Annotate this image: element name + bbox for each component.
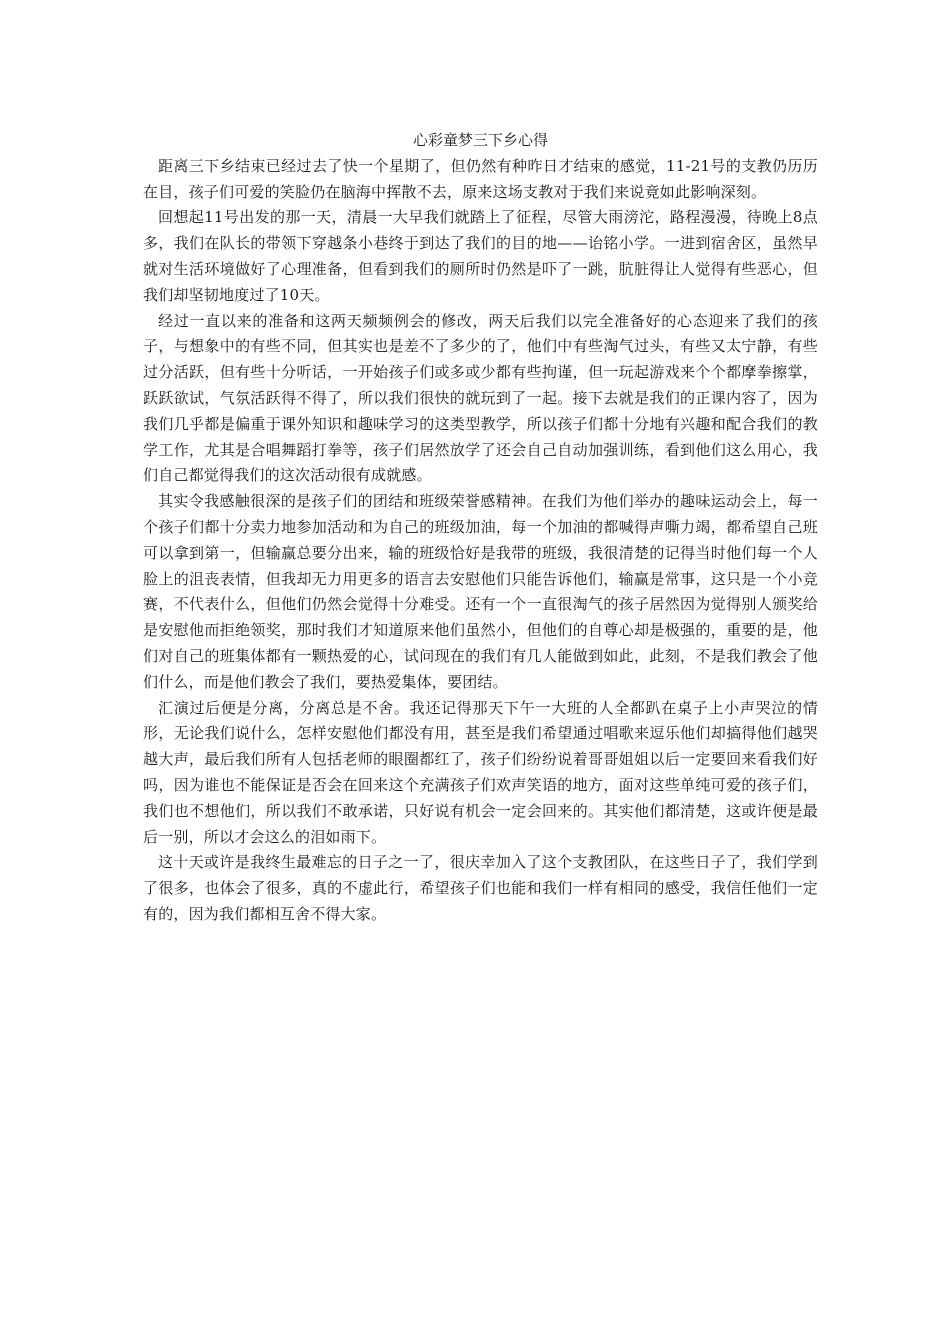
document-body <box>143 128 818 928</box>
paragraph-5: 汇演过后便是分离，分离总是不舍。我还记得那天下午一大班的人全都趴在桌子上小声哭泣的情形，无论我们说什么，怎样安慰他们都没有用，甚至是我们希望通过唱歌来逗乐他们却搞得他们越哭越大声，最后我们所有人包括老师的眼圈都红了，孩子们纷纷说着哥哥姐姐以后一定要回来看我们好吗，因为谁也不能保证是否会在回来这个充满孩子们欢声笑语的地方，面对这些单纯可爱的孩子们，我们也不想他们，所以我们不敢承诺，只好说有机会一定会回来的。其实他们都清楚，这或许便是最后一别，所以才会这么的泪如雨下。 <box>143 698 818 846</box>
paragraph-3: 经过一直以来的准备和这两天频频例会的修改，两天后我们以完全准备好的心态迎来了我们的孩子，与想象中的有些不同，但其实也是差不了多少的了，他们中有些淘气过头，有些又太宁静，有些过分活跃，但有些十分听话，一开始孩子们或多或少都有些拘谨，但一玩起游戏来个个都摩拳擦掌，跃跃欲试，气氛活跃得不得了，所以我们很快的就玩到了一起。接下去就是我们的正课内容了，因为我们几乎都是偏重于课外知识和趣味学习的这类型教学，所以孩子们都十分地有兴趣和配合我们的教学工作，尤其是合唱舞蹈打拳等，孩子们居然放学了还会自己自动加强训练，看到他们这么用心，我们自己都觉得我们的这次活动很有成就感。 <box>143 311 818 485</box>
document-title: 心彩童梦三下乡心得 <box>412 131 548 149</box>
paragraph-1: 距离三下乡结束已经过去了快一个星期了，但仍然有种昨日才结束的感觉，11-21号的支教仍历历在目，孩子们可爱的笑脸仍在脑海中挥散不去，原来这场支教对于我们来说竟如此影响深刻。 <box>143 156 818 201</box>
paragraph-2: 回想起11号出发的那一天，清晨一大早我们就踏上了征程，尽管大雨滂沱，路程漫漫，待晚上8点多，我们在队长的带领下穿越条小巷终于到达了我们的目的地——诒铭小学。一进到宿舍区，虽然早就对生活环境做好了心理准备，但看到我们的厕所时仍然是吓了一跳，肮脏得让人觉得有些恶心，但我们却坚韧地度过了10天。 <box>143 208 818 304</box>
paragraph-4: 其实令我感触很深的是孩子们的团结和班级荣誉感精神。在我们为他们举办的趣味运动会上，每一个孩子们都十分卖力地参加活动和为自己的班级加油，每一个加油的都喊得声嘶力竭，都希望自己班可以拿到第一，但输赢总要分出来，输的班级恰好是我带的班级，我很清楚的记得当时他们每一个人脸上的沮丧表情，但我却无力用更多的语言去安慰他们只能告诉他们，输赢是常事，这只是一个小竞赛，不代表什么，但他们仍然会觉得十分难受。还有一个一直很淘气的孩子居然因为觉得别人颁奖给是安慰他而拒绝领奖，那时我们才知道原来他们虽然小，但他们的自尊心却是极强的，重要的是，他们对自己的班集体都有一颗热爱的心，试问现在的我们有几人能做到如此，此刻，不是我们教会了他们什么，而是他们教会了我们，要热爱集体，要团结。 <box>143 492 818 691</box>
paragraph-6: 这十天或许是我终生最难忘的日子之一了，很庆幸加入了这个支教团队，在这些日子了，我们学到了很多，也体会了很多，真的不虚此行，希望孩子们也能和我们一样有相同的感受，我信任他们一定有的，因为我们都相互舍不得大家。 <box>143 853 818 923</box>
